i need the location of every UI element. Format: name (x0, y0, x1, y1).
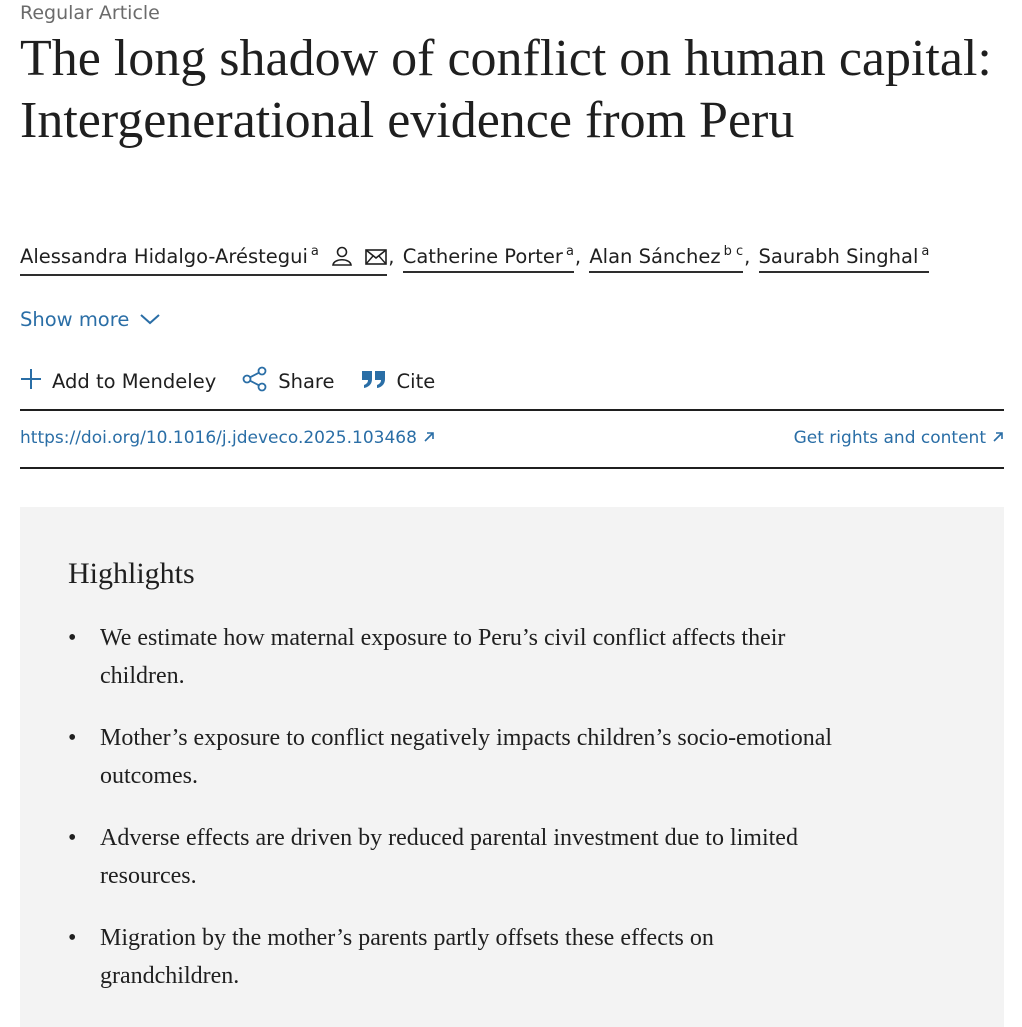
cite-label: Cite (396, 370, 436, 393)
article-toolbar (20, 366, 461, 397)
quote-icon (361, 369, 387, 394)
bullet: • (68, 925, 77, 951)
article-type-label: Regular Article (20, 2, 160, 24)
get-rights-link-text: Get rights and content (793, 428, 986, 448)
share-icon (242, 366, 268, 397)
author-name: Alessandra Hidalgo-Aréstegui (20, 245, 308, 268)
highlight-item (68, 719, 848, 795)
share-button[interactable] (242, 366, 334, 397)
author-link[interactable] (403, 244, 574, 273)
article-title: The long shadow of conflict on human capital: Intergenerational evidence from Peru (20, 30, 992, 149)
envelope-icon[interactable] (365, 248, 387, 271)
share-label: Share (278, 370, 335, 393)
highlight-item (68, 619, 848, 695)
author-name: Catherine Porter (402, 245, 563, 268)
bullet: • (68, 725, 77, 751)
highlights-list (68, 619, 848, 1019)
highlight-text: We estimate how maternal exposure to Peru’s civil conflict affects their children. (100, 625, 786, 689)
author-link[interactable] (759, 244, 930, 273)
author-link[interactable] (589, 244, 743, 273)
author-affiliation: a (565, 244, 574, 259)
author-name: Saurabh Singhal (758, 245, 919, 268)
author-separator: , (744, 245, 751, 268)
author-affiliation: a (310, 244, 319, 259)
add-to-mendeley-label: Add to Mendeley (52, 370, 217, 393)
highlight-item (68, 819, 848, 895)
bullet: • (68, 625, 77, 651)
highlight-text: Mother’s exposure to conflict negatively impacts children’s socio-emotional outcomes. (100, 725, 833, 789)
show-more-label: Show more (20, 308, 130, 331)
chevron-down-icon (139, 308, 161, 331)
author-link[interactable] (20, 244, 387, 276)
author-affiliation: a (921, 244, 930, 259)
show-more-button[interactable] (20, 308, 161, 331)
external-link-icon (423, 428, 435, 448)
divider (20, 467, 1004, 469)
external-link-icon (992, 428, 1004, 448)
highlight-item (68, 919, 848, 995)
get-rights-link[interactable] (794, 428, 1004, 448)
plus-icon (20, 368, 42, 395)
doi-link[interactable] (20, 428, 435, 448)
author-separator: , (574, 245, 582, 268)
highlight-text: Adverse effects are driven by reduced parental investment due to limited resources. (100, 825, 798, 889)
highlights-heading: Highlights (68, 557, 195, 590)
bullet: • (68, 825, 77, 851)
divider (20, 409, 1004, 411)
highlights-panel (20, 507, 1004, 1027)
author-list (20, 244, 1020, 276)
author-name: Alan Sánchez (589, 245, 721, 268)
add-to-mendeley-button[interactable] (20, 368, 216, 395)
cite-button[interactable] (361, 369, 436, 394)
person-icon[interactable] (331, 246, 353, 271)
doi-row (20, 428, 1004, 448)
author-affiliation: b c (723, 244, 744, 259)
author-separator: , (388, 245, 395, 268)
highlight-text: Migration by the mother’s parents partly offsets these effects on grandchildren. (100, 925, 714, 989)
doi-link-text: https://doi.org/10.1016/j.jdeveco.2025.103468 (20, 428, 417, 448)
